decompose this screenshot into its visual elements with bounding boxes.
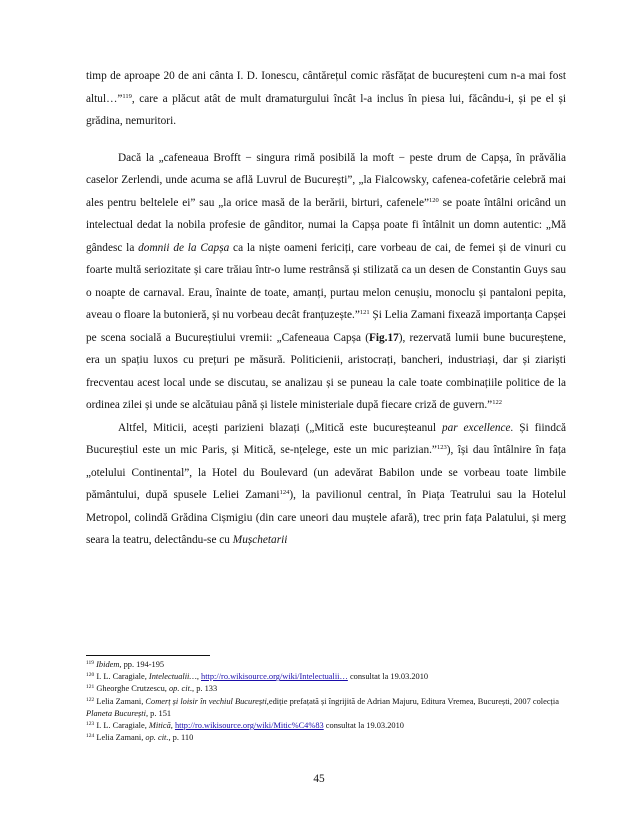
footnote-123 xyxy=(86,720,566,732)
link[interactable]: http://ro.wikisource.org/wiki/Intelectualii… xyxy=(201,672,348,682)
footnote-ref: 123 xyxy=(436,444,447,451)
footnote-ref: 119 xyxy=(86,660,95,666)
text-run: , p. 151 xyxy=(145,708,172,718)
text-run: ), își dau întâlnire în fața „otelului Continental”, la Hotel du Boulevard (un adevărat Babilon unde se vorbeau toate limbile pământului, după spusele Leliei Zamani xyxy=(86,444,566,501)
footnote-121 xyxy=(86,683,566,695)
italic-run: Mitică xyxy=(148,721,171,731)
italic-run: Comerț și loisir în vechiul București xyxy=(145,696,267,706)
text-run: Și Lelia Zamani fixează importanța Capșei pe scena socială a Bucureștiului vremii: „Cafeneaua Capșa ( xyxy=(86,309,566,344)
italic-run: Intelectualii… xyxy=(148,672,197,682)
paragraph-2 xyxy=(86,147,566,417)
text-run: se poate întâlni oricând un intelectual dedat la nobila profesie de gânditor, numai la Capșa poate fi întâlnit un domn autentic: „Mă gândesc la xyxy=(86,196,566,254)
footnote-ref: 124 xyxy=(279,489,290,496)
italic-run: Mușchetarii xyxy=(232,534,288,546)
text-run: timp de aproape 20 de ani cânta I. D. Ionescu, cântărețul comic răsfățat de bucureșteni cum n-a mai fost altul…” xyxy=(86,70,566,105)
text-run: Dacă la „cafeneaua Brofft − singura rimă posibilă la moft − peste drum de Capșa, în prăvălia caselor Zerlendi, unde acuma se află Luvrul de București”, „la Fialcowsky, cafenea-cofetărie celebră mai ales pentru beltelele ei” sau „la orice masă de la berării, birturi, cafenele” xyxy=(86,151,566,209)
text-run: , pp. 194-195 xyxy=(119,660,165,669)
text-run: ca la niște oameni fericiți, care vorbeau de cai, de femei și de vinuri cu foarte multă seriozitate și care trăiau într-o lume restrânsă și stilizată ca un desen de Constantin Guys sau o noapte de carnaval. Erau, înainte de toate, amanți, purtau melon cenușiu, monoclu și pantaloni pepita, aveau o floare la butonieră, și nu vorbeau decât franțuzește.” xyxy=(86,241,566,321)
text-run: , care a plăcut atât de mult dramaturgului încât l-a inclus în piesa lui, făcându-i, și pe el și grădina, nemuritori. xyxy=(86,92,566,127)
text-run: ., p. 133 xyxy=(189,684,218,694)
footnote-122 xyxy=(86,696,566,720)
text-run: Lelia Zamani, xyxy=(94,733,146,743)
footnote-ref: 120 xyxy=(429,196,439,204)
text-run: , xyxy=(170,721,175,731)
italic-run: Ibidem xyxy=(96,660,120,669)
text-run: consultat la 19.03.2010 xyxy=(323,721,404,731)
footnote-ref: 119 xyxy=(122,92,132,100)
footnote-124 xyxy=(86,732,566,744)
footnote-ref: 121 xyxy=(359,309,370,316)
page-number: 45 xyxy=(313,773,325,785)
footnote-separator xyxy=(86,655,210,656)
italic-run: Planeta București xyxy=(86,708,146,718)
footnotes xyxy=(86,659,566,744)
text-run: , xyxy=(196,672,202,682)
text-run: ), la pavilionul central, în Piața Teatrului sau la Hotelul Metropol, colindă Grădina Cișmigiu (din care uneori dau muștele afară), trec prin fața Palatului, și merg seara la teatru, delectându-se cu xyxy=(86,489,566,546)
footnote-120 xyxy=(86,671,566,683)
italic-run: op. cit xyxy=(168,684,190,694)
bold-run: Fig.17 xyxy=(368,331,399,344)
footnote-ref: 122 xyxy=(86,696,95,703)
body-text xyxy=(86,65,566,552)
footnote-ref: 124 xyxy=(86,733,95,740)
footnote-ref: 121 xyxy=(86,684,95,691)
italic-run: domnii de la Capșa xyxy=(138,241,230,254)
italic-run: op. cit., xyxy=(145,733,171,743)
text-run: Și fiindcă Bucureștiul este un mic Paris, și Mitică, se-nțelege, este un mic parizian.” xyxy=(86,421,566,456)
text-run: Lelia Zamani, xyxy=(94,696,146,706)
text-run: Gheorghe Crutzescu, xyxy=(94,684,169,694)
text-run: ,ediție prefațată și îngrijită de Adrian Majuru, Editura Vremea, București, 2007 colecția xyxy=(266,696,559,706)
paragraph-1 xyxy=(86,65,566,133)
footnote-ref: 123 xyxy=(86,721,95,728)
text-run: p. 110 xyxy=(170,733,194,743)
italic-run: par excellence. xyxy=(441,421,514,434)
text-run: I. L. Caragiale, xyxy=(94,672,149,682)
text-run: ), rezervată lumii bune bucureștene, era un spațiu luxos cu prețuri pe măsură. Politicienii, aristocrați, bancheri, industriași, dar și ziariști frecventau acest local unde se discutau, se analizau și se puneau la cale toate combinațiile politice de la ordinea zilei și unde se alcătuiau până și listele ministeriale după fiecare criză de guvern.” xyxy=(86,331,566,411)
text-run: I. L. Caragiale, xyxy=(94,721,149,731)
link[interactable]: http://ro.wikisource.org/wiki/Mitic%C4%83 xyxy=(174,721,324,731)
footnote-ref: 122 xyxy=(492,399,502,406)
footnote-ref: 120 xyxy=(86,672,95,679)
text-run: Altfel, Miticii, acești parizieni blazați („Mitică este bucureșteanul xyxy=(118,421,442,434)
paragraph-3 xyxy=(86,417,566,552)
text-run: consultat la 19.03.2010 xyxy=(347,672,429,682)
footnote-119 xyxy=(86,659,566,671)
